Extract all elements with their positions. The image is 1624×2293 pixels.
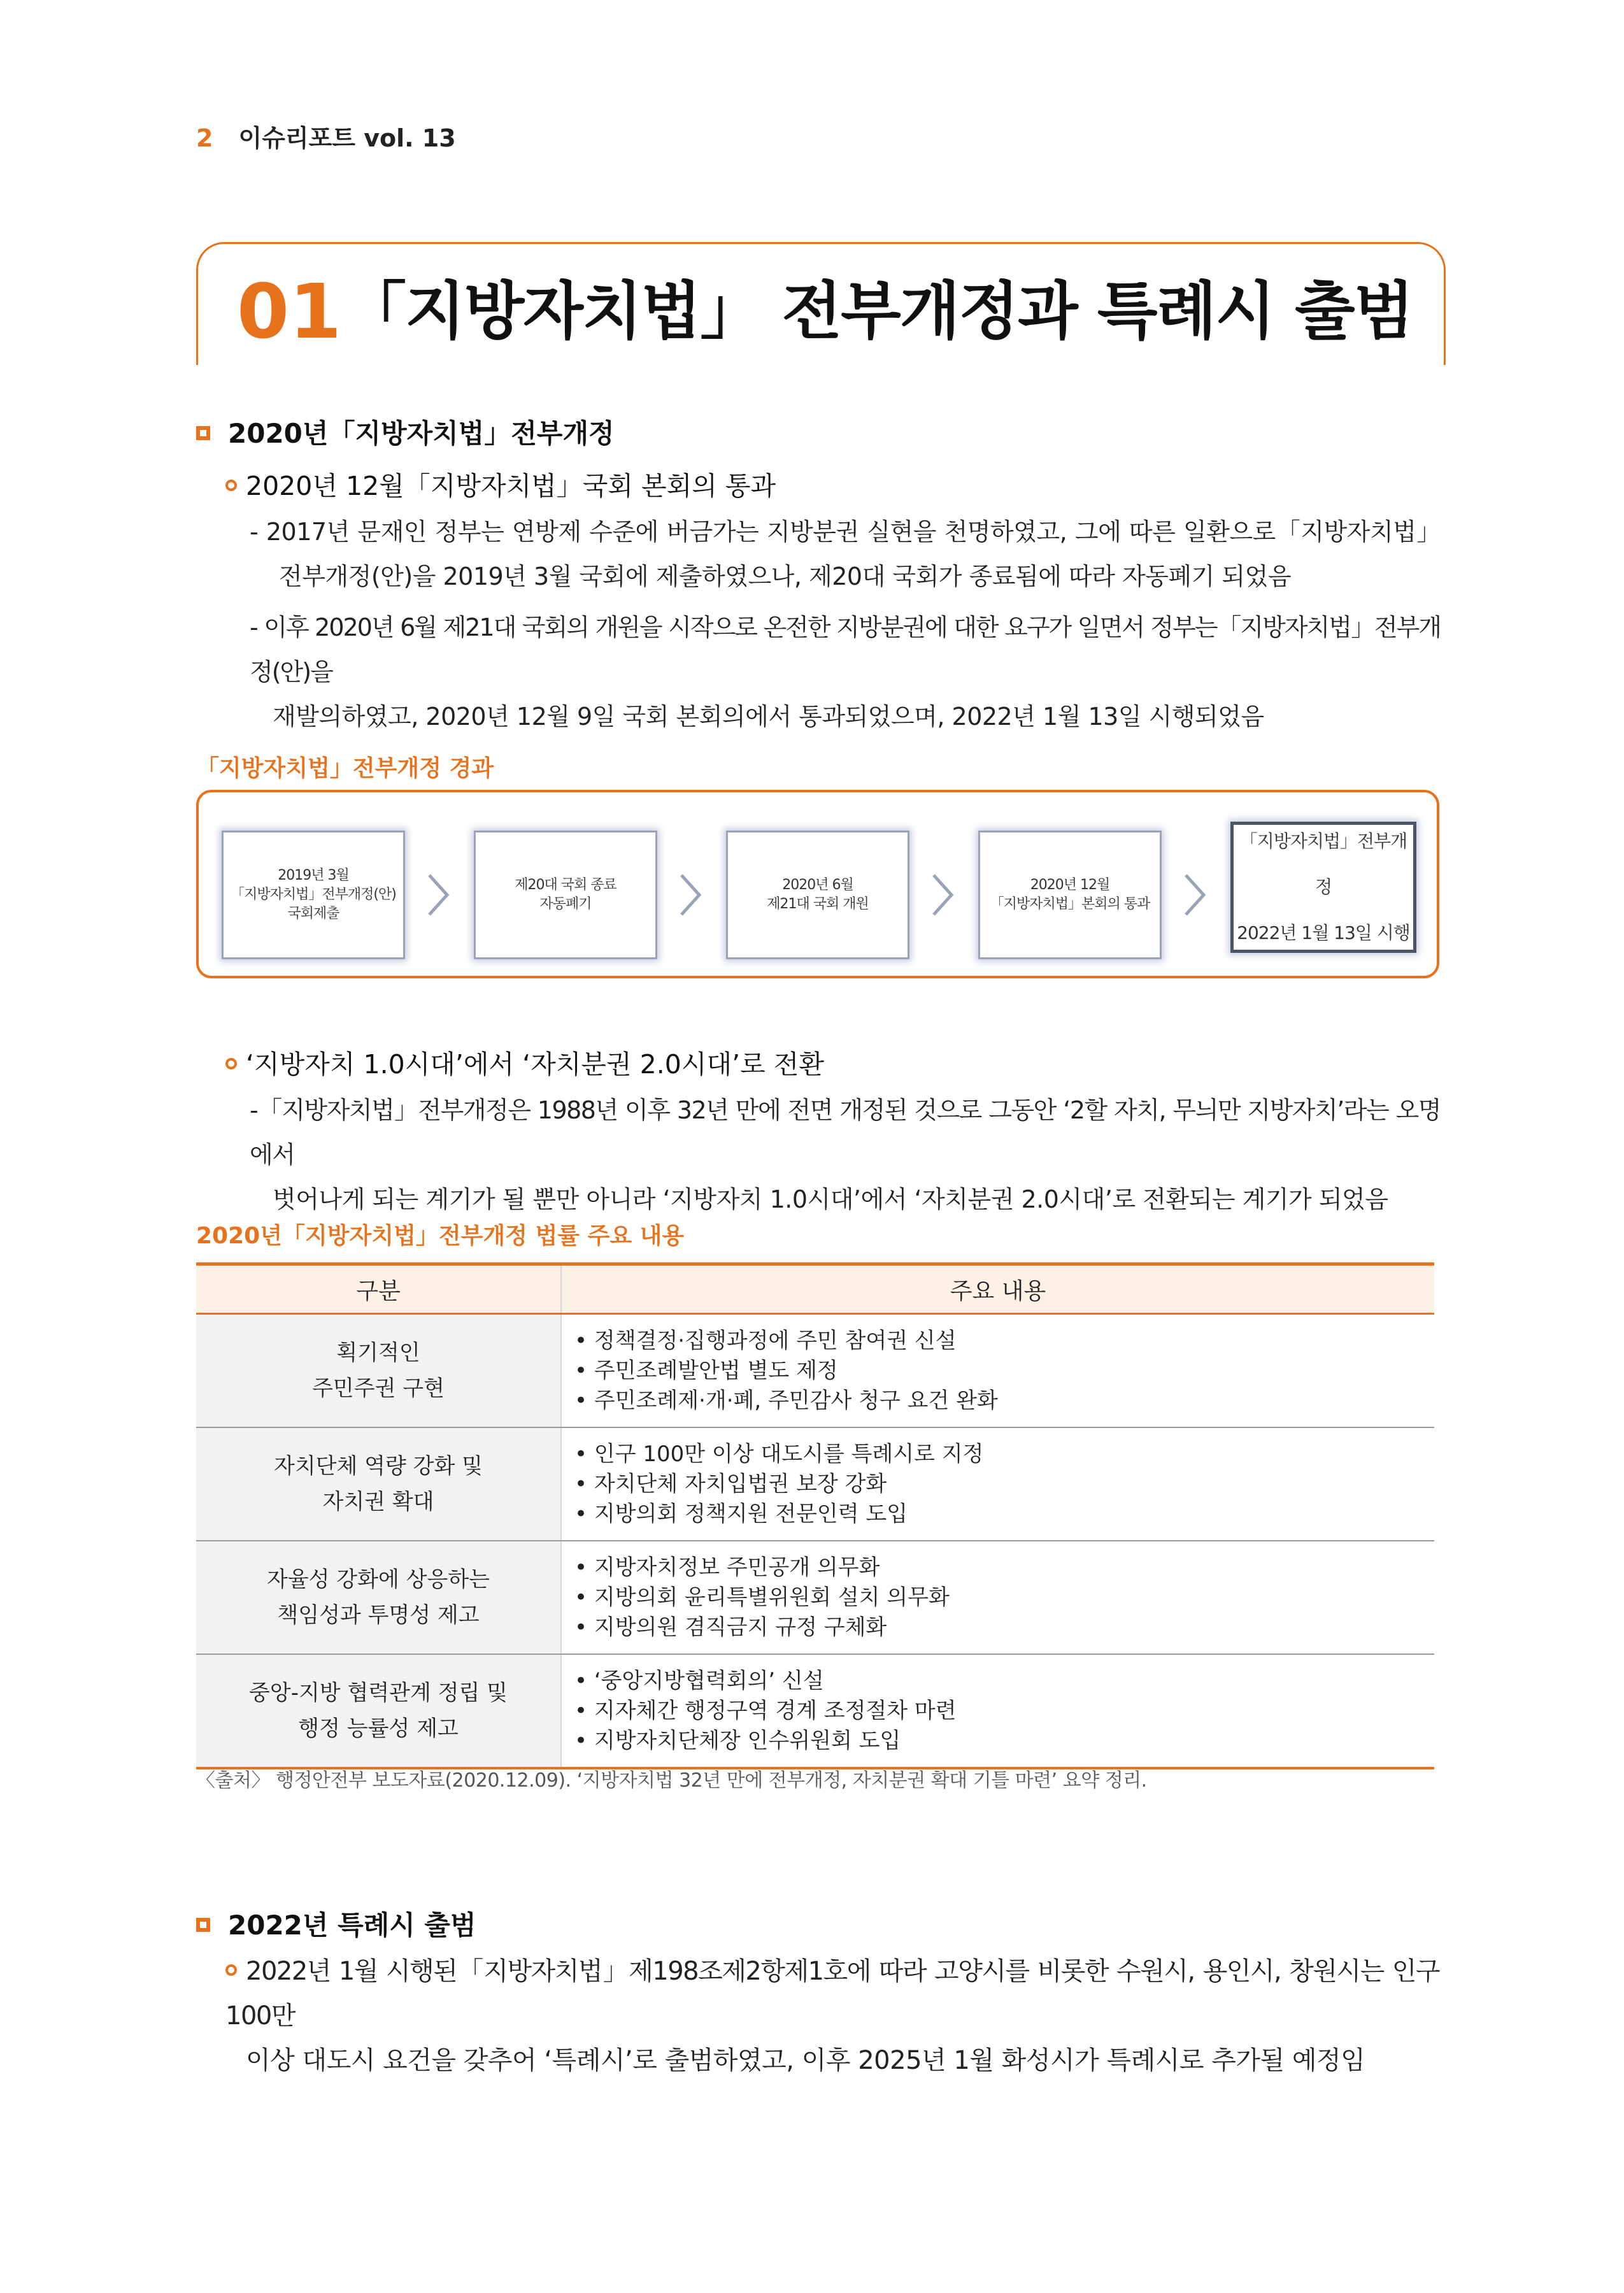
- square-bullet-icon: [196, 1918, 210, 1932]
- report-title: 이슈리포트 vol. 13: [238, 124, 456, 152]
- list-item: • ‘중앙지방협력회의’ 신설: [574, 1668, 824, 1694]
- list-item: • 주민조례발안법 별도 제정: [574, 1357, 838, 1383]
- row-category: 자율성 강화에 상응하는 책임성과 투명성 제고: [196, 1541, 561, 1654]
- sub2-heading-text: ‘지방자치 1.0시대’에서 ‘자치분권 2.0시대’로 전환: [246, 1049, 824, 1080]
- list-item: • 지방자치정보 주민공개 의무화: [574, 1554, 880, 1580]
- timeline-step-2: 제20대 국회 종료 자동폐기: [474, 831, 657, 959]
- table-row: [196, 1541, 1434, 1654]
- timeline-step-3: 2020년 6월 제21대 국회 개원: [726, 831, 909, 959]
- list-item: • 주민조례제·개·폐, 주민감사 청구 요건 완화: [574, 1387, 998, 1413]
- square-bullet-icon: [196, 426, 210, 440]
- row-items: [561, 1654, 1434, 1768]
- page-header: [196, 118, 456, 154]
- section1-heading-text: 2020년「지방자치법」전부개정: [228, 418, 615, 449]
- paragraph-line: 이상 대도시 요건을 갖추어 ‘특례시’로 출범하였고, 이후 2025년 1월 화성시가 특례시로 추가될 예정임: [246, 2046, 1365, 2075]
- section2-heading: [196, 1904, 476, 1943]
- section1-heading: [196, 413, 615, 451]
- paragraph-line: - 이후 2020년 6월 제21대 국회의 개원을 시작으로 온전한 지방분권에 대한 요구가 일면서 정부는「지방자치법」전부개정(안)을: [250, 613, 1441, 686]
- sub1-paragraph-1: [250, 510, 1441, 599]
- chevron-right-icon: [930, 873, 955, 917]
- chevron-right-icon: [1182, 873, 1207, 917]
- section2-paragraph: [225, 1949, 1439, 2083]
- list-item: • 지방의회 정책지원 전문인력 도입: [574, 1501, 908, 1527]
- row-category: 중앙-지방 협력관계 정립 및 행정 능률성 제고: [196, 1654, 561, 1768]
- chevron-right-icon: [425, 873, 451, 917]
- circle-bullet-icon: [225, 480, 237, 491]
- list-item: • 지방의회 윤리특별위원회 설치 의무화: [574, 1584, 950, 1610]
- table-title: 2020년「지방자치법」전부개정 법률 주요 내용: [196, 1223, 685, 1249]
- timeline-step-5: 「지방자치법」전부개정 2022년 1월 13일 시행: [1230, 822, 1416, 953]
- timeline-step-1: 2019년 3월 「지방자치법」전부개정(안) 국회제출: [222, 831, 405, 959]
- paragraph-line: 재발의하였고, 2020년 12월 9일 국회 본회의에서 통과되었으며, 2022년 1월 13일 시행되었음: [273, 703, 1264, 731]
- row-items: [561, 1541, 1434, 1654]
- timeline-step-4: 2020년 12월 「지방자치법」본회의 통과: [978, 831, 1162, 959]
- row-items: [561, 1427, 1434, 1541]
- paragraph-line: -「지방자치법」전부개정은 1988년 이후 32년 만에 전면 개정된 것으로 그동안 ‘2할 자치, 무늬만 지방자치’라는 오명에서: [250, 1096, 1441, 1169]
- row-items: [561, 1314, 1434, 1428]
- paragraph-line: 벗어나게 되는 계기가 될 뿐만 아니라 ‘지방자치 1.0시대’에서 ‘자치분권 2.0시대’로 전환되는 계기가 되었음: [273, 1185, 1388, 1213]
- circle-bullet-icon: [225, 1964, 237, 1976]
- row-category: 자치단체 역량 강화 및 자치권 확대: [196, 1427, 561, 1541]
- page-number: 2: [196, 124, 213, 152]
- table-row: [196, 1654, 1434, 1768]
- chevron-right-icon: [678, 873, 703, 917]
- list-item: • 지자체간 행정구역 경계 조정절차 마련: [574, 1697, 957, 1724]
- table-header-content: 주요 내용: [561, 1264, 1434, 1314]
- table-row: [196, 1314, 1434, 1428]
- circle-bullet-icon: [225, 1058, 237, 1069]
- source-note: 〈출처〉 행정안전부 보도자료(2020.12.09). ‘지방자치법 32년 만에 전부개정, 자치분권 확대 기틀 마련’ 요약 정리.: [196, 1769, 1147, 1792]
- paragraph-line: - 2017년 문재인 정부는 연방제 수준에 버금가는 지방분권 실현을 천명하였고, 그에 따른 일환으로「지방자치법」: [250, 518, 1441, 546]
- paragraph-line: 전부개정(안)을 2019년 3월 국회에 제출하였으나, 제20대 국회가 종료됨에 따라 자동폐기 되었음: [279, 562, 1292, 590]
- table-header-category: 구분: [196, 1264, 561, 1314]
- row-category: 획기적인 주민주권 구현: [196, 1314, 561, 1428]
- sub2-paragraph: [250, 1088, 1441, 1222]
- law-content-table: [196, 1262, 1434, 1769]
- table-header-row: [196, 1264, 1434, 1314]
- list-item: • 자치단체 자치입법권 보장 강화: [574, 1471, 887, 1497]
- list-item: • 지방자치단체장 인수위원회 도입: [574, 1727, 901, 1754]
- chapter-number: 01: [237, 268, 342, 355]
- timeline-title: 「지방자치법」전부개정 경과: [196, 755, 494, 782]
- sub1-paragraph-2: [250, 605, 1441, 739]
- section2-heading-text: 2022년 특례시 출범: [228, 1910, 476, 1941]
- list-item: • 정책결정·집행과정에 주민 참여권 신설: [574, 1327, 957, 1354]
- sub1-heading: [225, 465, 776, 503]
- paragraph-line: 2022년 1월 시행된「지방자치법」제198조제2항제1호에 따라 고양시를 비롯한 수원시, 용인시, 창원시는 인구 100만: [225, 1957, 1439, 2031]
- sub2-heading: [225, 1043, 824, 1081]
- chapter-title: 「지방자치법」 전부개정과 특례시 출범: [344, 275, 1413, 348]
- table-row: [196, 1427, 1434, 1541]
- sub1-heading-text: 2020년 12월「지방자치법」국회 본회의 통과: [246, 471, 776, 501]
- list-item: • 인구 100만 이상 대도시를 특례시로 지정: [574, 1441, 984, 1467]
- list-item: • 지방의원 겸직금지 규정 구체화: [574, 1614, 887, 1640]
- timeline-box: [196, 790, 1439, 978]
